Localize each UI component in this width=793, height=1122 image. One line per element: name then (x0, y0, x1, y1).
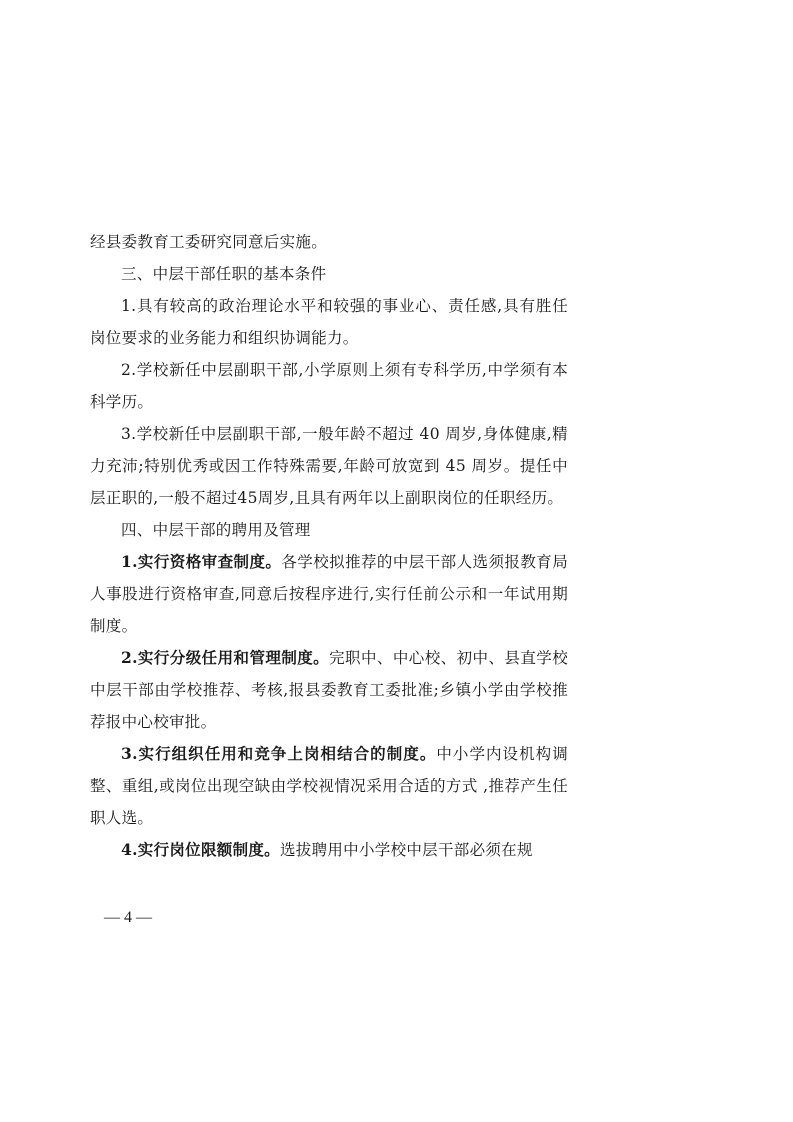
item-2-body: 完职中、中心校、初中、县直学校中层干部由学校推荐、考核,报县委教育工委批准;乡镇小学由学校推荐报中心校审批。 (90, 649, 568, 731)
item-3-lead: 3.实行组织任用和竞争上岗相结合的制度。 (121, 744, 437, 763)
section-3-item-2: 2.学校新任中层副职干部,小学原则上须有专科学历,中学须有本科学历。 (90, 361, 568, 411)
item-2-lead: 2.实行分级任用和管理制度。 (121, 648, 330, 667)
item-1-body: 各学校拟推荐的中层干部人选须报教育局人事股进行资格审查,同意后按程序进行,实行任前公示和一年试用期制度。 (90, 553, 569, 635)
section-4-item-1 (90, 546, 568, 642)
section-3-item-3: 3.学校新任中层副职干部,一般年龄不超过 40 周岁,身体健康,精力充沛;特别优秀或因工作特殊需要,年龄可放宽到 45 周岁。提任中层正职的,一般不超过45周岁,且具有两年以上副职岗位的任职经历。 (90, 425, 568, 507)
paragraph-continuation: 经县委教育工委研究同意后实施。 (90, 233, 328, 251)
page-number: — 4 — (104, 909, 152, 926)
section-4-item-2 (90, 642, 568, 738)
section-heading-3: 三、中层干部任职的基本条件 (121, 265, 327, 283)
item-4-body: 选拔聘用中小学校中层干部必须在规 (279, 841, 533, 859)
item-1-lead: 1.实行资格审查制度。 (121, 552, 282, 571)
section-4-item-4 (90, 834, 568, 866)
section-heading-4: 四、中层干部的聘用及管理 (121, 521, 311, 539)
section-3-item-1: 1.具有较高的政治理论水平和较强的事业心、责任感,具有胜任岗位要求的业务能力和组织协调能力。 (90, 297, 568, 347)
section-4-item-3 (90, 738, 568, 834)
item-4-lead: 4.实行岗位限额制度。 (121, 840, 280, 859)
document-body (90, 226, 568, 866)
item-3-body: 中小学内设机构调整、重组,或岗位出现空缺由学校视情况采用合适的方式 ,推荐产生任职人选。 (90, 745, 569, 827)
